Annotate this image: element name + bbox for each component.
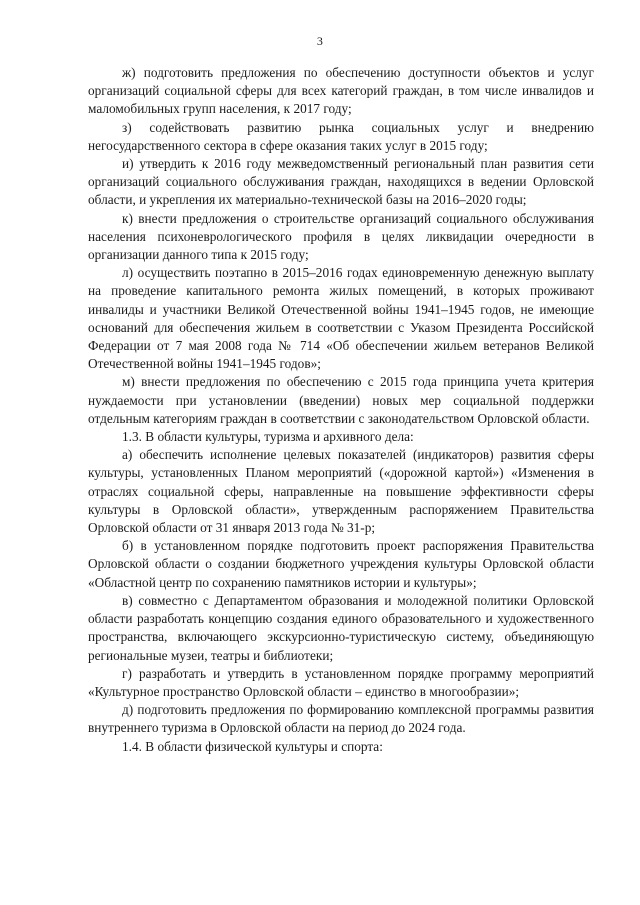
paragraph-item-d: д) подготовить предложения по формированию комплексной программы развития внутреннего туризма в Орловской области на период до 2024 года. (88, 702, 594, 736)
section-heading-1-3: 1.3. В области культуры, туризма и архивного дела: (122, 429, 414, 445)
document-body (88, 64, 594, 756)
paragraph-item-b: б) в установленном порядке подготовить проект распоряжения Правительства Орловской области о создании бюджетного учреждения культуры Орловской области «Областной центр по сохранению памятников истории и культуры»; (88, 538, 594, 590)
page-number: 3 (316, 34, 324, 48)
paragraph-item-i: и) утвердить к 2016 году межведомственный региональный план развития сети организаций социального обслуживания граждан, находящихся в ведении Орловской области, и укрепления их материально-технической базы на 2016–2020 годы; (88, 156, 594, 208)
paragraph-item-l: л) осуществить поэтапно в 2015–2016 годах единовременную денежную выплату на проведение капитального ремонта жилых помещений, в которых проживают инвалиды и участники Великой Отечественной войны 1941–1945 годов, не имеющие оснований для обеспечения жильем в соответствии с Указом Президента Российской Федерации от 7 мая 2008 года № 714 «Об обеспечении жильем ветеранов Великой Отечественной войны 1941–1945 годов»; (88, 265, 594, 372)
paragraph-item-z: з) содействовать развитию рынка социальных услуг и внедрению негосударственного сектора в сфере оказания таких услуг в 2015 году; (88, 119, 594, 153)
paragraph-item-g: г) разработать и утвердить в установленном порядке программу мероприятий «Культурное пространство Орловской области – единство в многообразии»; (88, 665, 594, 699)
paragraph-item-k: к) внести предложения о строительстве организаций социального обслуживания населения психоневрологического профиля в целях ликвидации очередности в организации данного типа к 2015 году; (88, 210, 594, 263)
section-heading-1-4: 1.4. В области физической культуры и спорта: (122, 738, 383, 754)
paragraph-item-a: а) обеспечить исполнение целевых показателей (индикаторов) развития сферы культуры, установленных Планом мероприятий («дорожной картой») «Изменения в отраслях социальной сферы, направленные на повышение эффективности сферы культуры в Орловской области», утвержденным распоряжением Правительства Орловской области от 31 января 2013 года № 31-р; (88, 447, 594, 536)
paragraph-item-v: в) совместно с Департаментом образования и молодежной политики Орловской области разработать концепцию создания единого образовательного и художественного пространства, включающего экскурсионно-туристическую систему, объединяющую региональные музеи, театры и библиотеки; (88, 592, 594, 663)
paragraph-item-zh: ж) подготовить предложения по обеспечению доступности объектов и услуг организаций социальной сферы для всех категорий граждан, в том числе инвалидов и маломобильных групп населения, к 2017 году; (88, 65, 594, 117)
paragraph-item-m: м) внести предложения по обеспечению с 2015 года принципа учета критерия нуждаемости при установлении (введении) новых мер социальной поддержки отдельным категориям граждан в соответствии с законодательством Орловской области. (88, 374, 594, 426)
